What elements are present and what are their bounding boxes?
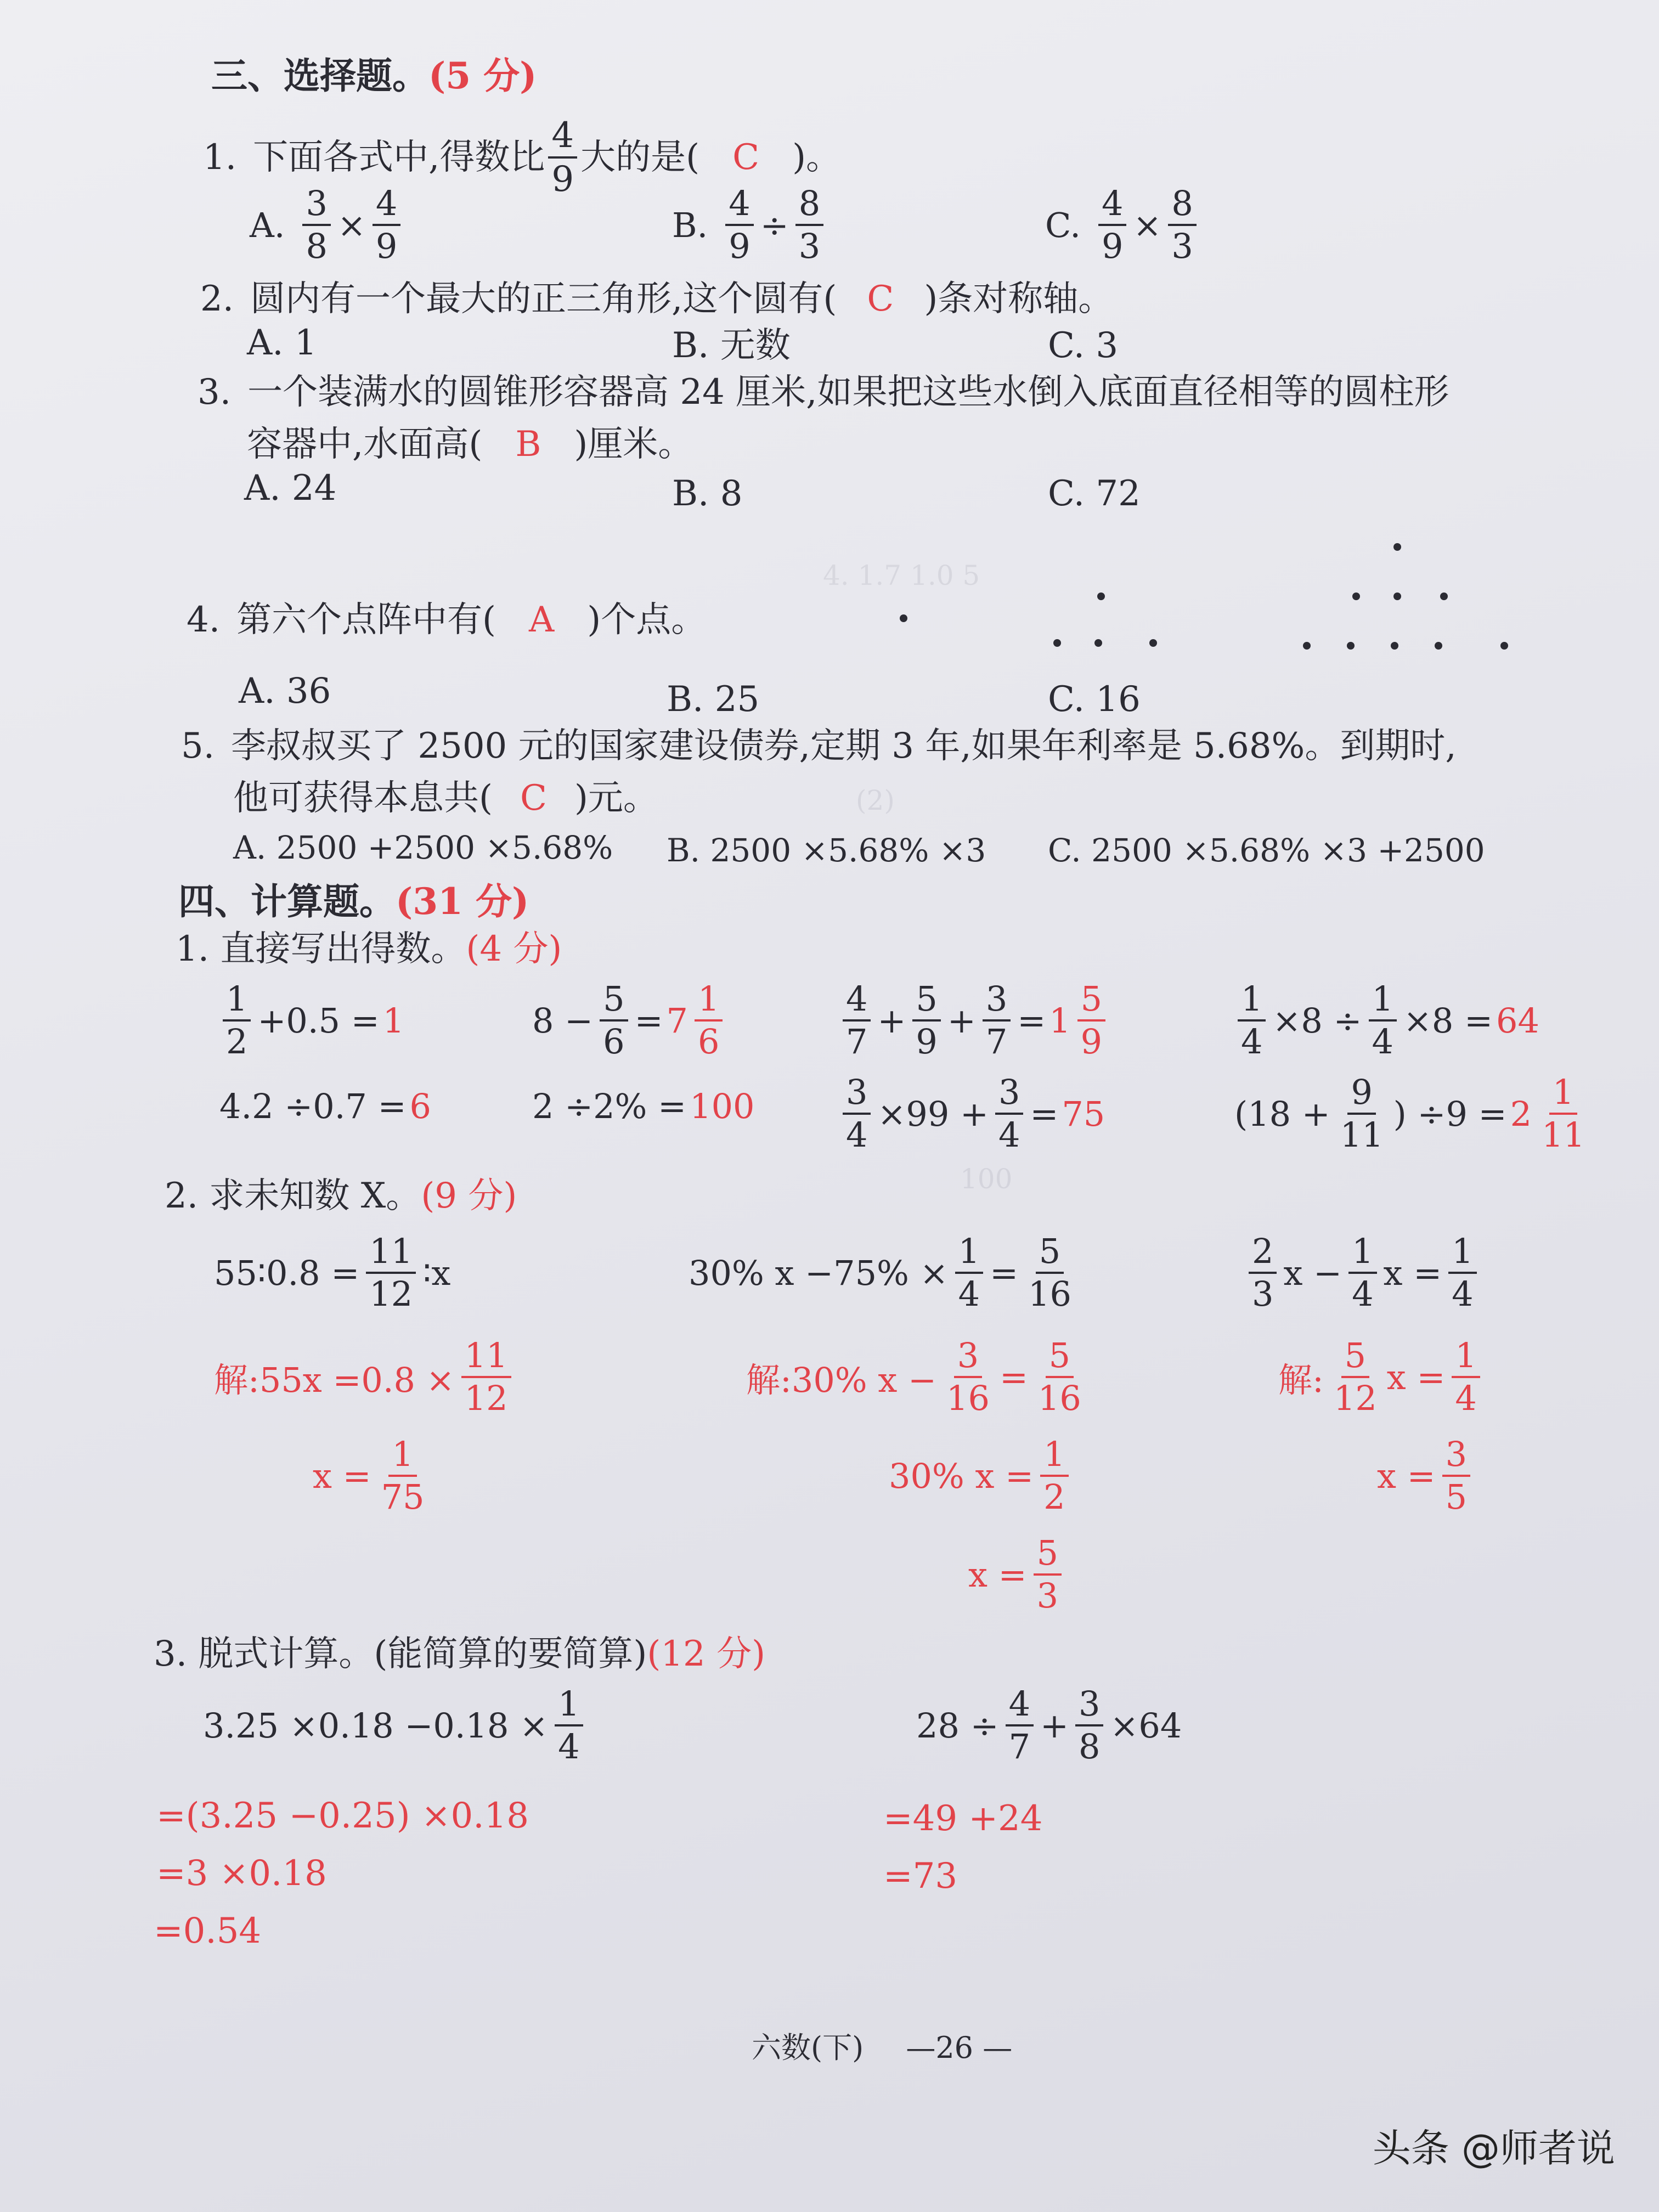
q4-option-c: C. 16 <box>1048 679 1141 720</box>
calc-1-3: $\frac{4}{7}$ + $\frac{5}{9}$ + $\frac{3}{7}$ = 1 $\frac{5}{9}$ <box>839 982 1109 1059</box>
calc-1-5: 4.2 ÷0.7 = 6 <box>219 1086 431 1126</box>
question-4: 4. 第六个点阵中有( A )个点。 <box>187 600 707 640</box>
question-3: 3. 一个装满水的圆锥形容器高 24 厘米,如果把这些水倒入底面直径相等的圆柱形 <box>198 372 1449 413</box>
section-3-heading: 三、选择题。(5 分) <box>211 54 537 97</box>
q3-option-b: B. 8 <box>672 473 743 514</box>
answer-q1: C <box>732 137 760 178</box>
equation-2-step-2: 30% x = $\frac{1}{2}$ <box>889 1437 1072 1514</box>
q1-option-b: B. $\frac{4}{9}$ ÷ $\frac{8}{3}$ <box>672 187 827 263</box>
q2-option-c: C. 3 <box>1048 325 1119 366</box>
equation-3: $\frac{2}{3}$ x − $\frac{1}{4}$ x = $\frac{1}{4}$ <box>1245 1234 1480 1311</box>
equation-2: 30% x −75% × $\frac{1}{4}$ = $\frac{5}{16}$ <box>689 1231 1071 1314</box>
q5-option-b: B. 2500 ×5.68% ×3 <box>667 832 986 869</box>
q1-option-c: C. $\frac{4}{9}$ × $\frac{8}{3}$ <box>1045 187 1200 263</box>
stepwise-calc-2: 28 ÷ $\frac{4}{7}$ + $\frac{3}{8}$ ×64 <box>916 1684 1182 1767</box>
equation-3-step-1: 解: $\frac{5}{12}$ x = $\frac{1}{4}$ <box>1278 1339 1483 1415</box>
watermark: 头条 @师者说 <box>1372 2126 1615 2171</box>
q3-option-a: A. 24 <box>244 468 337 509</box>
worksheet-page: 4. 1.7 1.0 5 (2) 100 三、选择题。(5 分) 1. 下面各式中,得数比 $\frac{4}{9}$ 大的是( C )。 A. $\frac{3}{8}$ × $\frac{4}{9}$ B. $\frac{4}{9}$ ÷ $\frac{8}{3}$ C. $\frac{4}{9}$ × $\frac{8}{3}$ 2. 圆内有一个最大的正三角形,这个圆有( C )条对称轴。 A. 1 B. 无数 C. 3 3. 一个装满水的圆锥形容器高 24 厘米,如果把这些水倒入底面直径相等的圆柱形 容器中,水面高( B )厘米。 A. 24 B. 8 C. 72 4. 第六个点阵中有( A )个点。 A. 36 B. 25 C. 16 5. 李叔叔买了 2500 元的国家建设债券,定期 3 年,如果年利率是 5.68%。到期时, 他可获得本息共( C )元。 A. 2500 +2500 ×5.68% B. 2500 ×5.68% ×3 C. 2500 ×5.68% ×3 +2500 四、计算题。(31 分) 1. 直接写出得数。(4 分) $\frac{1}{2}$ +0.5 = 1 8 − $\frac{5}{6}$ = 7 $\frac{1}{6}$ $\frac{4}{7}$ + $\frac{5}{9}$ + $\frac{3}{7}$ = 1 $\frac{5}{9}$ $\frac{1}{4}$ ×8 ÷ $\frac{1}{4}$ ×8 = 64 4.2 ÷0.7 = 6 2 ÷2% = 100 $\frac{3}{4}$ ×99 + $\frac{3}{4}$ = 75 (18 + $\frac{9}{11}$ ) ÷9 = 2 $\frac{1}{11}$ 2. 求未知数 X。(9 分) 55∶0.8 = $\frac{11}{12}$ ∶x 解:55x =0.8 × $\frac{11}{12}$ x = $\frac{1}{75}$ 30% x −75% × $\frac{1}{4}$ = $\frac{5}{16}$ 解:30% x − $\frac{3}{16}$ = $\frac{5}{16}$ 30% x = $\frac{1}{2}$ x = $\frac{5}{3}$ $\frac{2}{3}$ x − $\frac{1}{4}$ x = $\frac{1}{4}$ 解: $\frac{5}{12}$ x = $\frac{1}{4}$ x = $\frac{3}{5}$ 3. 脱式计算。(能简算的要简算)(12 分) 3.25 ×0.18 −0.18 × $\frac{1}{4}$ =(3.25 −0.25) ×0.18 =3 ×0.18 =0.54 28 ÷ $\frac{4}{7}$ + $\frac{3}{8}$ ×64 =49 +24 =73 六数(下) —26 — 头条 @师者说 <box>0 0 1659 2212</box>
part-3-heading: 3. 脱式计算。(能简算的要简算)(12 分) <box>154 1634 766 1674</box>
stepwise-calc-1: 3.25 ×0.18 −0.18 × $\frac{1}{4}$ <box>203 1687 586 1764</box>
answer-q3: B <box>515 424 541 465</box>
question-3-line-2: 容器中,水面高( B )厘米。 <box>247 424 693 465</box>
equation-3-step-2: x = $\frac{3}{5}$ <box>1377 1437 1474 1514</box>
answer-q2: C <box>867 279 894 319</box>
calc-1-6: 2 ÷2% = 100 <box>532 1086 755 1126</box>
q4-option-a: A. 36 <box>239 671 331 712</box>
part-2-heading: 2. 求未知数 X。(9 分) <box>165 1176 517 1216</box>
stepwise-calc-1-step-3: =0.54 <box>154 1911 262 1951</box>
question-5-line-2: 他可获得本息共( C )元。 <box>233 778 658 819</box>
page-footer: 六数(下) —26 — <box>752 2030 1013 2065</box>
section-4-heading: 四、计算题。(31 分) <box>178 880 529 923</box>
equation-1-step-1: 解:55x =0.8 × $\frac{11}{12}$ <box>214 1339 515 1415</box>
calc-1-4: $\frac{1}{4}$ ×8 ÷ $\frac{1}{4}$ ×8 = 64 <box>1234 982 1539 1059</box>
q3-option-c: C. 72 <box>1048 473 1141 514</box>
calc-1-7: $\frac{3}{4}$ ×99 + $\frac{3}{4}$ = 75 <box>839 1075 1105 1152</box>
stepwise-calc-2-step-1: =49 +24 <box>883 1798 1043 1839</box>
question-1: 1. 下面各式中,得数比 $\frac{4}{9}$ 大的是( C )。 <box>203 115 842 200</box>
q5-option-c: C. 2500 ×5.68% ×3 +2500 <box>1048 832 1485 869</box>
stepwise-calc-1-step-2: =3 ×0.18 <box>156 1853 327 1894</box>
stepwise-calc-2-step-2: =73 <box>883 1856 958 1897</box>
q4-option-b: B. 25 <box>667 679 760 720</box>
q1-option-a: A. $\frac{3}{8}$ × $\frac{4}{9}$ <box>250 187 404 263</box>
question-2: 2. 圆内有一个最大的正三角形,这个圆有( C )条对称轴。 <box>200 279 1114 319</box>
answer-q5: C <box>520 778 547 819</box>
q2-option-a: A. 1 <box>247 323 317 363</box>
calc-1-8: (18 + $\frac{9}{11}$ ) ÷9 = 2 $\frac{1}{11}$ <box>1234 1072 1585 1155</box>
calc-1-2: 8 − $\frac{5}{6}$ = 7 $\frac{1}{6}$ <box>532 982 726 1059</box>
answer-q4: A <box>529 600 555 640</box>
equation-1: 55∶0.8 = $\frac{11}{12}$ ∶x <box>214 1231 451 1314</box>
q2-option-b: B. 无数 <box>672 325 791 366</box>
question-5: 5. 李叔叔买了 2500 元的国家建设债券,定期 3 年,如果年利率是 5.68%。到期时, <box>181 726 1457 766</box>
part-1-heading: 1. 直接写出得数。(4 分) <box>176 929 562 969</box>
calc-1-1: $\frac{1}{2}$ +0.5 = 1 <box>219 982 404 1059</box>
equation-2-step-1: 解:30% x − $\frac{3}{16}$ = $\frac{5}{16}$ <box>746 1335 1081 1418</box>
equation-1-step-2: x = $\frac{1}{75}$ <box>313 1434 425 1517</box>
equation-2-step-3: x = $\frac{5}{3}$ <box>968 1536 1065 1613</box>
q5-option-a: A. 2500 +2500 ×5.68% <box>233 829 613 866</box>
stepwise-calc-1-step-1: =(3.25 −0.25) ×0.18 <box>156 1796 529 1836</box>
